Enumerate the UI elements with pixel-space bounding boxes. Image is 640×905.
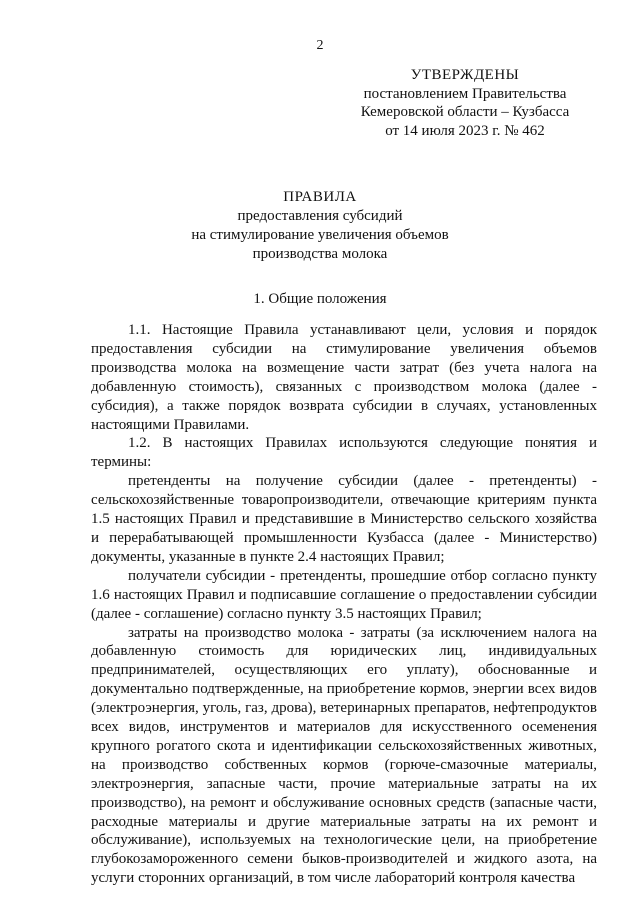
approval-title: УТВЕРЖДЕНЫ: [410, 67, 520, 83]
rules-subtitle-line: предоставления субсидий: [237, 208, 403, 224]
rules-title-block: [0, 188, 640, 264]
paragraph: получатели субсидии - претенденты, прошедшие отбор согласно пункту 1.6 настоящих Правил и подписавшие соглашение о предоставлении субсидии (далее - соглашение) согласно пункту 3.5 настоящих Правил;: [91, 567, 597, 622]
rules-title: ПРАВИЛА: [283, 189, 357, 205]
paragraph: 1.1. Настоящие Правила устанавливают цели, условия и порядок предоставления субсидии на стимулирование увеличения объемов производства молока на возмещение части затрат (без учета налога на добавленную стоимость), связанных с производством молока (далее - субсидия), а также порядок возврата субсидии в случаях, установленных настоящими Правилами.: [91, 322, 597, 433]
approval-line: Кемеровской области – Кузбасса: [360, 104, 570, 120]
approval-block: [340, 66, 590, 140]
approval-line: постановлением Правительства: [363, 85, 567, 102]
rules-subtitle-line: производства молока: [252, 246, 388, 262]
paragraph: претенденты на получение субсидии (далее - претенденты) - сельскохозяйственные товаропроизводители, отвечающие критериям пункта 1.5 настоящих Правил и представившие в Министерство сельского хозяйства и перерабатывающей промышленности Кузбасса (далее - Министерство) документы, указанные в пункте 2.4 настоящих Правил;: [91, 473, 597, 565]
paragraph: 1.2. В настоящих Правилах используются следующие понятия и термины:: [91, 435, 597, 471]
rules-subtitle-line: на стимулирование увеличения объемов: [191, 227, 449, 243]
paragraph: затраты на производство молока - затраты (за исключением налога на добавленную стоимость для юридических лиц, индивидуальных предпринимателей, осуществляющих его уплату), обоснованные и документально подтвержденные, на приобретение кормов, энергии всех видов (электроэнергия, уголь, газ, дрова), ветеринарных препаратов, нефтепродуктов всех видов, инструментов и материалов для искусственного осеменения крупного рогатого скота и идентификации сельскохозяйственных животных, на производство собственных кормов (горюче-смазочные материалы, электроэнергия, запасные части, прочие материальные затраты на их производство), на ремонт и обслуживание основных средств (запасные части, расходные материалы и другие материальные затраты на их ремонт и обслуживание), используемых на технологические цели, на приобретение глубокозамороженного семени быков-производителей и жидкого азота, на услуги сторонних организаций, в том числе лабораторий контроля качества: [91, 624, 597, 887]
section-heading: 1. Общие положения: [253, 291, 387, 307]
approval-line: от 14 июля 2023 г. № 462: [385, 122, 545, 139]
body-text: [91, 321, 597, 888]
page-number: 2: [316, 38, 324, 53]
